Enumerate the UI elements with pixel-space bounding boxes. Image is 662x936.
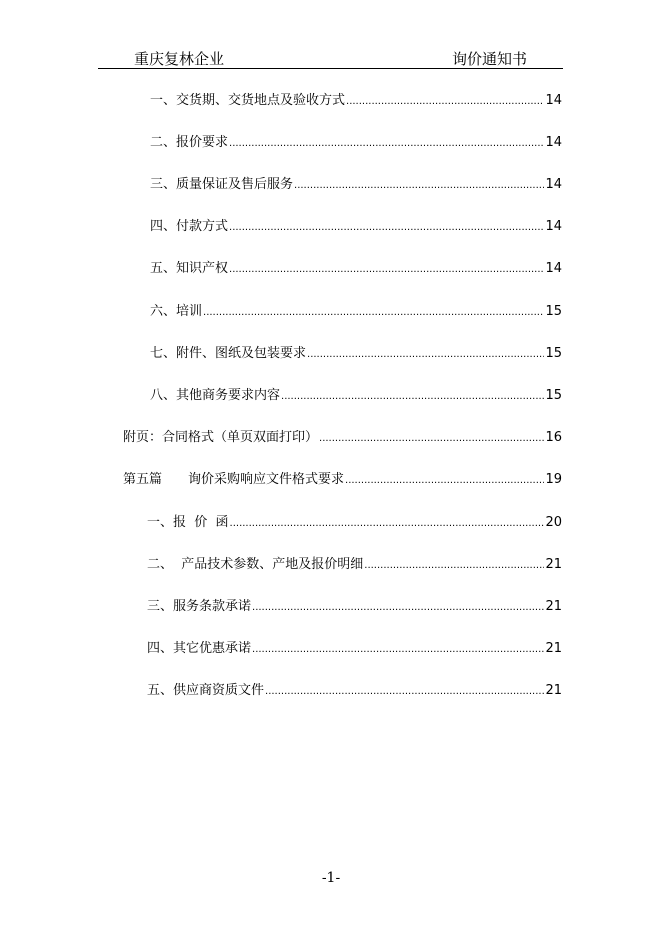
toc-entry-page: 15 bbox=[545, 388, 562, 403]
toc-entry-page: 21 bbox=[545, 641, 562, 656]
toc-entry-page: 15 bbox=[545, 304, 562, 319]
toc-entry-label: 四、其它优惠承诺 bbox=[147, 641, 252, 656]
toc-entry-page: 20 bbox=[545, 515, 562, 530]
toc-entry-page: 14 bbox=[545, 93, 562, 108]
toc-entry-label: 五、供应商资质文件 bbox=[147, 683, 265, 698]
toc-entry-label: 五、知识产权 bbox=[150, 261, 229, 276]
toc-entry[interactable] bbox=[147, 640, 562, 658]
toc-entry-page: 16 bbox=[545, 430, 562, 445]
toc-dot-leader bbox=[252, 641, 544, 659]
toc-entry-label: 附页：合同格式（单页双面打印） bbox=[123, 430, 319, 445]
toc-entry-page: 14 bbox=[545, 135, 562, 150]
toc-entry[interactable] bbox=[150, 260, 562, 278]
toc-entry-label: 四、付款方式 bbox=[150, 219, 229, 234]
toc-entry[interactable] bbox=[147, 598, 562, 616]
toc-dot-leader bbox=[229, 219, 544, 237]
toc-entry[interactable] bbox=[150, 218, 562, 236]
toc-entry-label: 八、其他商务要求内容 bbox=[150, 388, 281, 403]
toc-dot-leader bbox=[229, 135, 544, 153]
page-header bbox=[98, 46, 563, 69]
toc-entry-label: 三、服务条款承诺 bbox=[147, 599, 252, 614]
toc-entry-label: 二、 产品技术参数、产地及报价明细 bbox=[147, 557, 364, 572]
toc-dot-leader bbox=[230, 515, 545, 533]
toc-entry[interactable] bbox=[150, 387, 562, 405]
toc-dot-leader bbox=[281, 388, 544, 406]
toc-entry-page: 14 bbox=[545, 219, 562, 234]
header-company-name: 重庆复林企业 bbox=[134, 50, 225, 68]
toc-entry[interactable] bbox=[150, 303, 562, 321]
toc-entry-page: 21 bbox=[545, 557, 562, 572]
toc-dot-leader bbox=[346, 93, 544, 111]
toc-entry-label: 一、交货期、交货地点及验收方式 bbox=[150, 93, 346, 108]
toc-entry-label: 三、质量保证及售后服务 bbox=[150, 177, 294, 192]
page-number: -1- bbox=[321, 870, 341, 886]
page-footer bbox=[0, 870, 662, 886]
toc-entry-page: 14 bbox=[545, 177, 562, 192]
toc-dot-leader bbox=[307, 346, 544, 364]
toc-dot-leader bbox=[319, 430, 544, 448]
toc-entry[interactable] bbox=[123, 429, 562, 447]
toc-entry-page: 21 bbox=[545, 683, 562, 698]
toc-entry-label: 一、报 价 函 bbox=[147, 515, 229, 530]
toc-entry[interactable] bbox=[150, 345, 562, 363]
toc-dot-leader bbox=[265, 683, 544, 701]
toc-entry[interactable] bbox=[123, 471, 562, 489]
toc-entry[interactable] bbox=[147, 556, 562, 574]
toc-entry-page: 21 bbox=[545, 599, 562, 614]
toc-entry[interactable] bbox=[147, 514, 562, 532]
toc-entry[interactable] bbox=[150, 134, 562, 152]
toc-dot-leader bbox=[364, 557, 544, 575]
toc-entry-label: 六、培训 bbox=[150, 304, 203, 319]
toc-dot-leader bbox=[252, 599, 544, 617]
toc-entry-label: 七、附件、图纸及包装要求 bbox=[150, 346, 307, 361]
toc-dot-leader bbox=[203, 304, 544, 322]
toc-entry-page: 15 bbox=[545, 346, 562, 361]
header-document-title: 询价通知书 bbox=[452, 50, 528, 68]
toc-dot-leader bbox=[294, 177, 544, 195]
toc-entry-page: 14 bbox=[545, 261, 562, 276]
toc-entry[interactable] bbox=[150, 176, 562, 194]
toc-entry-label: 二、报价要求 bbox=[150, 135, 229, 150]
toc-entry-page: 19 bbox=[545, 472, 562, 487]
toc-entry[interactable] bbox=[150, 92, 562, 110]
toc-dot-leader bbox=[229, 261, 544, 279]
toc-entry[interactable] bbox=[147, 682, 562, 700]
toc-dot-leader bbox=[345, 472, 544, 490]
toc-entry-label: 第五篇 询价采购响应文件格式要求 bbox=[123, 472, 345, 487]
